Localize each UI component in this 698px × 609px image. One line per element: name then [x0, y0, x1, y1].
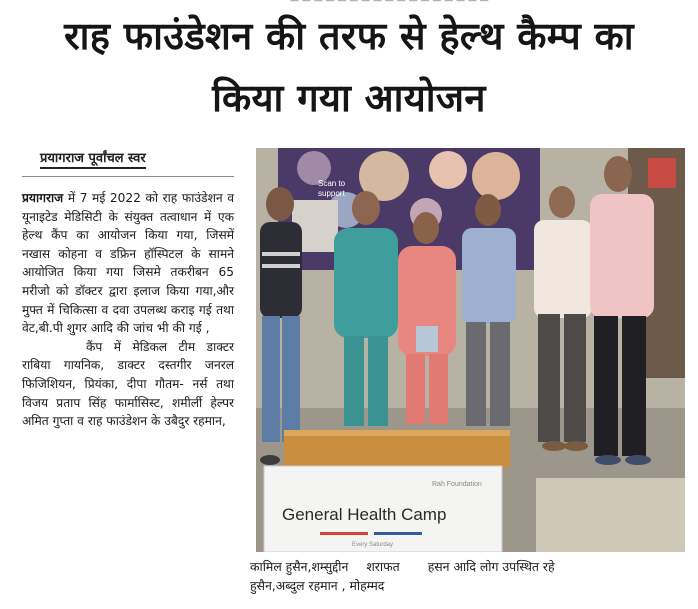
poster-circle: [429, 151, 467, 189]
hanging-cloth: [648, 158, 676, 188]
byline: प्रयागराज पूर्वांचल स्वर: [40, 148, 146, 169]
previous-page-text: — — — — — — — — — — — — — — — — —: [290, 0, 489, 6]
caption-part-3: हसन आदि लोग उपस्थित रहे: [427, 559, 555, 574]
poster-text: Scan to: [318, 179, 346, 188]
caption-line-1: [250, 557, 690, 576]
photo-caption: [250, 557, 690, 595]
article-paragraph-2: कैंप में मेडिकल टीम डाक्टर राबिया गायनिक, डाक्टर दस्तगीर जनरल फिजिशियन, प्रियंका, दीपा गौतम- नर्स तथा विजय प्रताप सिंह फार्मासिस्ट, शमीर्ली हेल्पर अमित गुप्ता व राह फाउंडेशन के उबैदुर रहमान,: [22, 339, 234, 429]
previous-page-strip: [290, 0, 698, 8]
banner-stripe-red: [320, 532, 368, 535]
banner-title: General Health Camp: [282, 505, 447, 524]
banner-small-text: Every Saturday: [352, 542, 394, 548]
headline-line-1: राह फाउंडेशन की तरफ से हेल्थ कैम्प का: [64, 14, 634, 58]
headline-line-2: किया गया आयोजन: [212, 76, 486, 120]
banner-stripe-blue: [374, 532, 422, 535]
caption-part-1: कामिल हुसैन,शम्सुद्दीन: [250, 559, 349, 574]
poster-text: support: [318, 189, 345, 198]
headline: [0, 12, 698, 122]
person-man-pink-shirt: [590, 156, 654, 465]
article-paragraph-1: [22, 189, 234, 338]
step-block: [536, 478, 685, 552]
byline-divider: [22, 176, 234, 177]
health-camp-banner: [264, 466, 502, 552]
dateline: प्रयागराज: [22, 191, 64, 205]
caption-part-2: शराफत: [366, 559, 400, 574]
banner-logo-text: Rah Foundation: [432, 481, 482, 488]
photo-illustration: [256, 148, 685, 552]
caption-line-2: हुसैन,अब्दुल रहमान , मोहम्मद: [250, 578, 385, 593]
article-body: [22, 189, 234, 431]
poster-circle: [472, 152, 520, 200]
news-photo: [256, 148, 685, 552]
article-paragraph-1-text: में 7 मई 2022 को राह फाउंडेशन व यूनाइटेड मेडिसिटी के संयुक्त तत्वाधान में एक हेल्थ कैंप का आयोजन किया गया, जिसमें नखास कोहना व डफ्रिन हॉस्पिटल के सामने आयोजित किया गया जिसमे तकरीबन 65 मरीजो को डॉक्टर द्वारा इलाज किया गया,और मुफ्त में चिकित्सा व दवा उपलब्ध कराइ गई तथा वेट,बी.पी शुगर आदि की जांच भी की गई ,: [22, 191, 234, 336]
